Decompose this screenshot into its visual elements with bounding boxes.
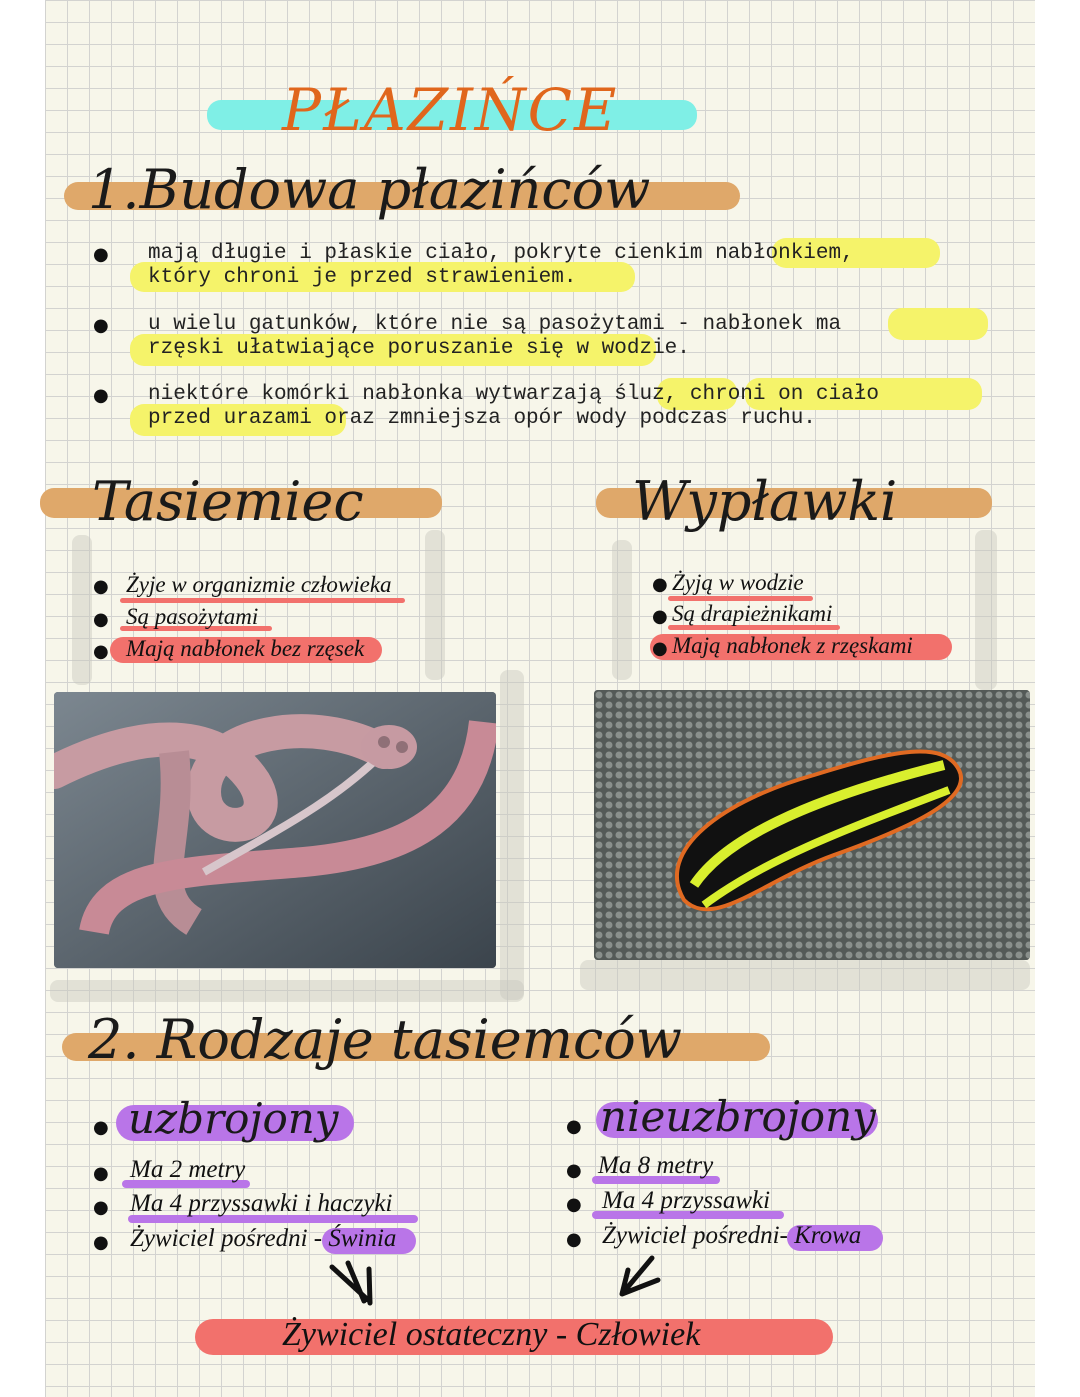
- line: przed urazami oraz zmniejsza opór wody podczas ruchu.: [148, 407, 816, 430]
- card-frame: [425, 530, 445, 680]
- line: mają długie i płaskie ciało, pokryte cienkim nabłonkiem,: [148, 242, 854, 265]
- bullet-icon: ●: [566, 1160, 582, 1181]
- list-item: [130, 1225, 396, 1253]
- line: u wielu gatunków, które nie są pasożytami - nabłonek ma: [148, 313, 842, 336]
- bullet-icon: ●: [93, 244, 109, 265]
- card-frame: [580, 960, 1030, 990]
- bullet-icon: ●: [652, 638, 668, 659]
- arrow-down-right-icon: [320, 1255, 390, 1315]
- bullet-icon: ●: [652, 574, 668, 595]
- host-label: Żywiciel pośredni: [602, 1222, 780, 1249]
- list-item: Mają nabłonek bez rzęsek: [126, 636, 365, 661]
- section2-heading: 2. Rodzaje tasiemców: [88, 1008, 682, 1071]
- underline: [120, 598, 405, 603]
- bullet-text: [148, 242, 854, 290]
- bullet-icon: ●: [93, 1197, 109, 1218]
- bullet-icon: ●: [93, 1232, 109, 1253]
- list-item: Są drapieżnikami: [672, 601, 833, 626]
- list-item: Ma 4 przyssawki: [602, 1187, 771, 1214]
- list-item: Ma 4 przyssawki i haczyki: [130, 1190, 393, 1217]
- flatworm-photo: [594, 690, 1030, 960]
- list-item: Mają nabłonek z rzęskami: [672, 633, 913, 658]
- uzbrojony-label: uzbrojony: [128, 1094, 339, 1143]
- bullet-icon: ●: [93, 1117, 109, 1138]
- host-label: Żywiciel pośredni: [130, 1225, 314, 1252]
- line: niektóre komórki nabłonka wytwarzają śluz, chroni on ciało: [148, 383, 879, 406]
- list-item: Są pasożytami: [126, 604, 259, 629]
- page-title: PŁAZIŃCE: [282, 76, 619, 144]
- card-frame: [500, 670, 524, 1000]
- card-frame: [975, 530, 997, 690]
- host-value: - Świnia: [313, 1225, 397, 1252]
- list-item: [602, 1222, 861, 1250]
- host-value: - Krowa: [779, 1222, 862, 1249]
- bullet-icon: ●: [566, 1116, 582, 1137]
- tapeworm-photo: [54, 692, 496, 968]
- bullet-icon: ●: [93, 576, 109, 597]
- bullet-icon: ●: [93, 315, 109, 336]
- card-frame: [50, 980, 524, 1002]
- final-host-label: Żywiciel ostateczny - Człowiek: [282, 1316, 701, 1353]
- bullet-icon: ●: [93, 609, 109, 630]
- bullet-icon: ●: [652, 606, 668, 627]
- tasiemiec-heading: Tasiemiec: [92, 470, 364, 533]
- arrow-down-left-icon: [608, 1250, 678, 1310]
- list-item: Ma 2 metry: [130, 1156, 246, 1183]
- list-item: Żyje w organizmie człowieka: [126, 572, 392, 597]
- highlight: [888, 308, 988, 340]
- list-item: Żyją w wodzie: [672, 570, 804, 595]
- bullet-icon: ●: [93, 641, 109, 662]
- nieuzbrojony-label: nieuzbrojony: [600, 1092, 876, 1141]
- card-frame: [612, 540, 632, 680]
- bullet-icon: ●: [566, 1229, 582, 1250]
- bullet-icon: ●: [93, 385, 109, 406]
- bullet-icon: ●: [566, 1194, 582, 1215]
- card-frame: [72, 535, 92, 685]
- line: który chroni je przed strawieniem.: [148, 266, 577, 289]
- bullet-icon: ●: [93, 1163, 109, 1184]
- bullet-text: [148, 313, 841, 361]
- list-item: Ma 8 metry: [598, 1152, 714, 1179]
- line: rzęski ułatwiające poruszanie się w wodzie.: [148, 337, 690, 360]
- wyplawki-heading: Wypławki: [632, 470, 898, 533]
- bullet-text: [148, 383, 879, 431]
- section1-heading: 1.Budowa płazińców: [88, 158, 651, 221]
